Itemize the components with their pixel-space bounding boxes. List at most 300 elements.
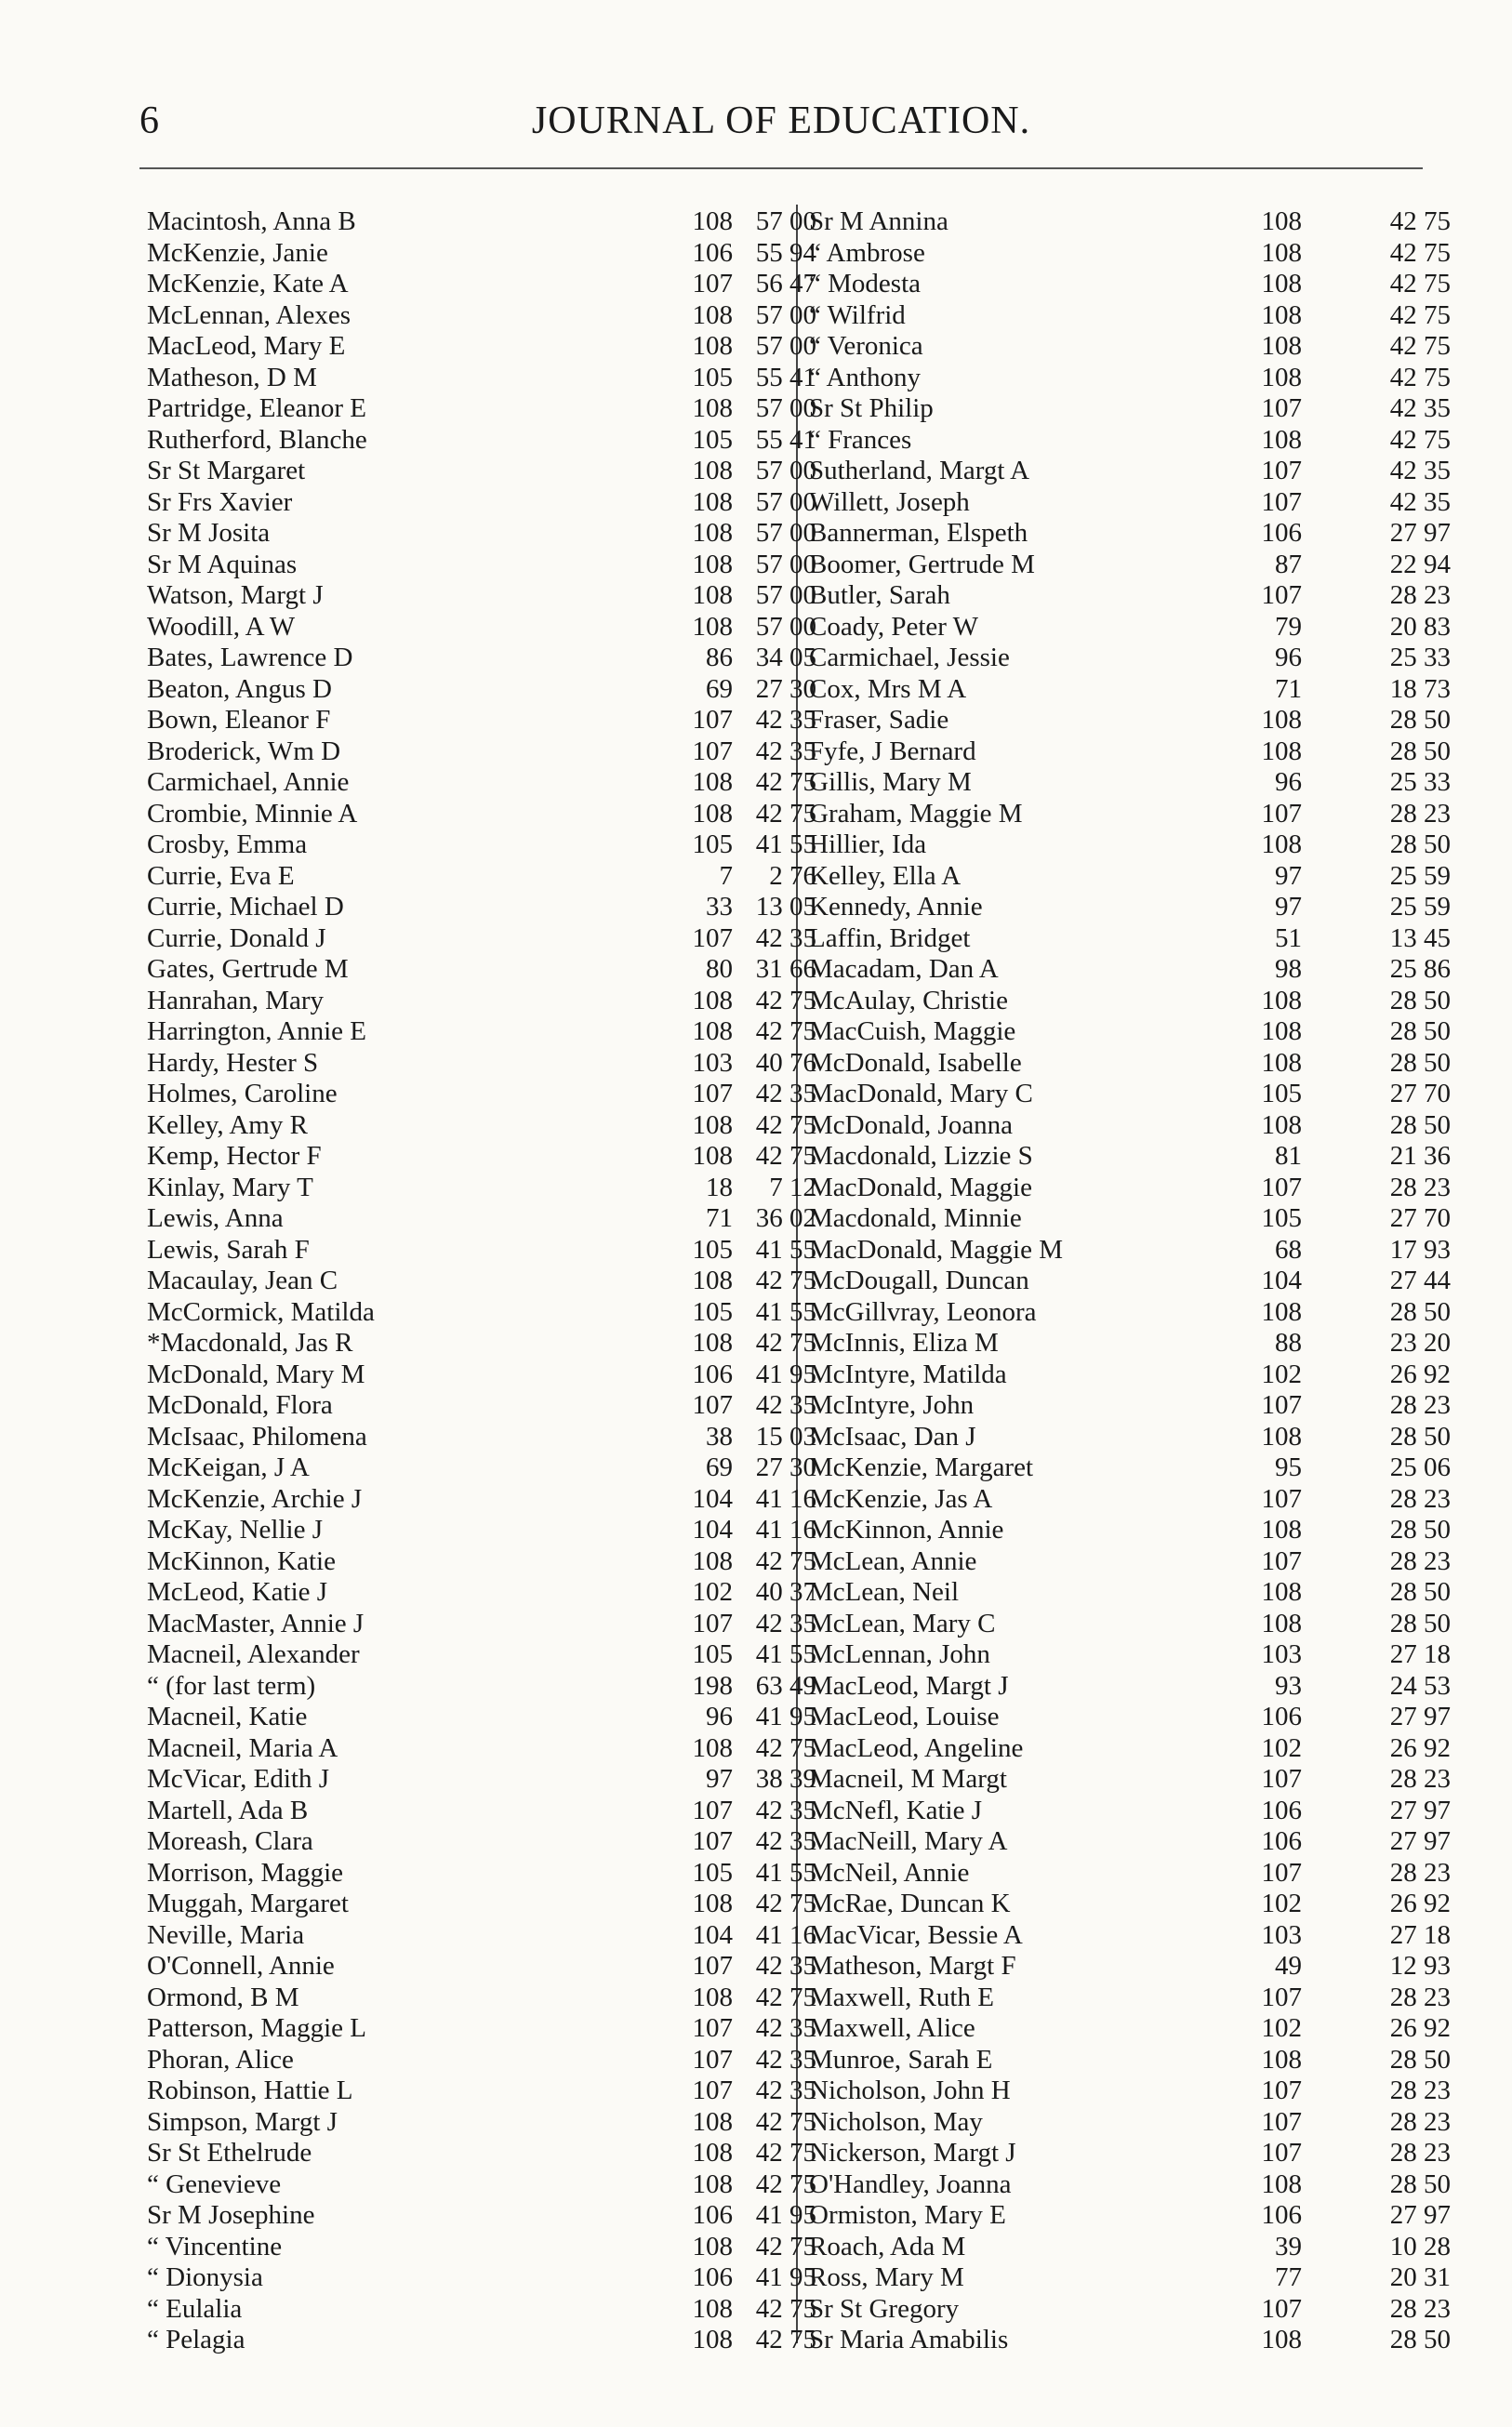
teacher-name: McKay, Nellie J bbox=[147, 1515, 323, 1545]
teacher-name: McGillvray, Leonora bbox=[809, 1296, 1037, 1327]
days-taught: 103 bbox=[1261, 1919, 1302, 1950]
teacher-name: Kelley, Amy R bbox=[147, 1109, 308, 1140]
table-row bbox=[147, 456, 816, 487]
days-taught: 95 bbox=[1275, 1452, 1302, 1482]
teacher-name: Nicholson, John H bbox=[809, 2076, 1011, 2105]
grant-amount: 25 33 bbox=[1389, 643, 1451, 672]
grant-amount: 42 75 bbox=[755, 2325, 816, 2354]
days-taught: 107 bbox=[1261, 1857, 1302, 1888]
teacher-name: Beaton, Angus D bbox=[147, 673, 332, 704]
days-taught: 38 bbox=[706, 1421, 733, 1452]
days-taught: 107 bbox=[692, 1951, 733, 1981]
teacher-name: “ Dionysia bbox=[147, 2262, 263, 2292]
days-taught: 108 bbox=[692, 580, 733, 610]
teacher-name: *Macdonald, Jas R bbox=[147, 1328, 353, 1358]
teacher-name: Munroe, Sarah E bbox=[809, 2044, 993, 2075]
grant-amount: 57 00 bbox=[755, 518, 816, 548]
table-row bbox=[809, 1359, 1460, 1391]
grant-amount: 42 75 bbox=[755, 2168, 816, 2199]
teacher-name: Sr Frs Xavier bbox=[147, 486, 293, 517]
table-row bbox=[147, 954, 816, 986]
days-taught: 198 bbox=[692, 1670, 733, 1701]
table-row bbox=[809, 986, 1460, 1017]
days-taught: 108 bbox=[1261, 1515, 1302, 1545]
grant-amount: 20 83 bbox=[1389, 611, 1451, 642]
days-taught: 107 bbox=[692, 1826, 733, 1856]
grant-amount: 28 23 bbox=[1389, 2076, 1451, 2105]
table-row bbox=[147, 643, 816, 674]
grant-amount: 28 50 bbox=[1389, 985, 1451, 1015]
days-taught: 87 bbox=[1275, 549, 1302, 579]
table-row bbox=[147, 1328, 816, 1359]
grant-amount: 28 50 bbox=[1389, 1109, 1451, 1140]
teacher-name: McIntyre, Matilda bbox=[809, 1359, 1007, 1389]
table-row bbox=[809, 1079, 1460, 1110]
teacher-name: “ Eulalia bbox=[147, 2293, 243, 2324]
grant-amount: 28 50 bbox=[1389, 1577, 1451, 1607]
grant-amount: 42 75 bbox=[755, 767, 816, 797]
days-taught: 108 bbox=[1261, 736, 1302, 766]
grant-amount: 28 23 bbox=[1389, 2106, 1451, 2137]
table-row bbox=[147, 362, 816, 394]
days-taught: 104 bbox=[692, 1483, 733, 1514]
grant-amount: 2 76 bbox=[769, 860, 816, 891]
teacher-name: Morrison, Maggie bbox=[147, 1857, 344, 1888]
teacher-name: MacVicar, Bessie A bbox=[809, 1919, 1023, 1950]
grant-amount: 42 75 bbox=[755, 2138, 816, 2168]
table-row bbox=[809, 799, 1460, 830]
grant-amount: 42 75 bbox=[755, 2106, 816, 2137]
table-row bbox=[147, 2106, 816, 2139]
grant-amount: 13 05 bbox=[755, 892, 816, 922]
grant-amount: 26 92 bbox=[1389, 1732, 1451, 1763]
teacher-name: Sr M Annina bbox=[809, 206, 948, 236]
days-taught: 107 bbox=[1261, 798, 1302, 829]
teacher-name: Gates, Gertrude M bbox=[147, 954, 349, 984]
teacher-name: Watson, Margt J bbox=[147, 580, 324, 610]
grant-amount: 25 59 bbox=[1389, 892, 1451, 922]
grant-amount: 27 18 bbox=[1389, 1919, 1451, 1950]
table-row bbox=[147, 1016, 816, 1048]
table-row bbox=[809, 1048, 1460, 1080]
teacher-name: McKinnon, Katie bbox=[147, 1545, 336, 1576]
table-row bbox=[147, 1951, 816, 1983]
table-row bbox=[809, 518, 1460, 550]
table-row bbox=[147, 518, 816, 550]
teacher-name: McLean, Mary C bbox=[809, 1608, 996, 1638]
grant-amount: 28 23 bbox=[1389, 798, 1451, 829]
teacher-name: McLeod, Katie J bbox=[147, 1577, 328, 1607]
table-row bbox=[809, 300, 1460, 332]
days-taught: 108 bbox=[692, 985, 733, 1015]
teacher-name: Cox, Mrs M A bbox=[809, 673, 967, 704]
days-taught: 108 bbox=[1261, 705, 1302, 735]
days-taught: 107 bbox=[1261, 2293, 1302, 2324]
teacher-name: McDonald, Flora bbox=[147, 1390, 333, 1420]
grant-amount: 57 00 bbox=[755, 299, 816, 330]
table-row bbox=[809, 2325, 1460, 2356]
days-taught: 107 bbox=[692, 2076, 733, 2105]
table-row bbox=[809, 1889, 1460, 1920]
grant-amount: 41 55 bbox=[755, 1296, 816, 1327]
days-taught: 108 bbox=[692, 1141, 733, 1171]
days-taught: 105 bbox=[692, 829, 733, 859]
grant-amount: 57 00 bbox=[755, 206, 816, 236]
teacher-name: McCormick, Matilda bbox=[147, 1296, 375, 1327]
teacher-name: Currie, Michael D bbox=[147, 892, 344, 922]
days-taught: 39 bbox=[1275, 2231, 1302, 2261]
days-taught: 103 bbox=[692, 1047, 733, 1078]
table-row bbox=[809, 674, 1460, 706]
grant-amount: 28 50 bbox=[1389, 1515, 1451, 1545]
table-row bbox=[147, 1203, 816, 1235]
days-taught: 102 bbox=[1261, 2013, 1302, 2043]
days-taught: 104 bbox=[692, 1919, 733, 1950]
teacher-name: MacDonald, Maggie bbox=[809, 1172, 1032, 1202]
teacher-name: Crosby, Emma bbox=[147, 829, 308, 859]
teacher-name: Coady, Peter W bbox=[809, 611, 979, 642]
grant-amount: 27 97 bbox=[1389, 1826, 1451, 1856]
teacher-name: Harrington, Annie E bbox=[147, 1016, 366, 1046]
teacher-name: Fraser, Sadie bbox=[809, 705, 949, 735]
table-row bbox=[809, 487, 1460, 519]
days-taught: 108 bbox=[692, 1545, 733, 1576]
grant-amount: 27 70 bbox=[1389, 1203, 1451, 1233]
teacher-name: MacCuish, Maggie bbox=[809, 1016, 1016, 1046]
grant-amount: 55 41 bbox=[755, 424, 816, 455]
table-row bbox=[147, 1795, 816, 1827]
teacher-name: McIsaac, Dan J bbox=[809, 1421, 976, 1452]
teacher-name: Ormiston, Mary E bbox=[809, 2200, 1006, 2230]
grant-amount: 42 75 bbox=[755, 2293, 816, 2324]
days-taught: 96 bbox=[706, 1702, 733, 1731]
days-taught: 107 bbox=[1261, 2076, 1302, 2105]
table-row bbox=[147, 922, 816, 955]
teacher-name: Currie, Donald J bbox=[147, 922, 326, 953]
grant-amount: 41 16 bbox=[755, 1483, 816, 1514]
teacher-name: Graham, Maggie M bbox=[809, 798, 1023, 829]
days-taught: 106 bbox=[692, 2200, 733, 2230]
days-taught: 108 bbox=[1261, 269, 1302, 298]
days-taught: 106 bbox=[692, 1359, 733, 1389]
days-taught: 108 bbox=[692, 549, 733, 579]
grant-amount: 22 94 bbox=[1389, 549, 1451, 579]
table-row bbox=[147, 1639, 816, 1671]
teacher-name: Fyfe, J Bernard bbox=[809, 736, 976, 766]
grant-amount: 42 35 bbox=[1389, 456, 1451, 485]
grant-amount: 42 35 bbox=[755, 705, 816, 735]
grant-amount: 42 35 bbox=[1389, 486, 1451, 517]
teacher-name: Hardy, Hester S bbox=[147, 1047, 319, 1078]
grant-amount: 27 97 bbox=[1389, 2200, 1451, 2230]
table-row bbox=[809, 1203, 1460, 1235]
teacher-name: “ Genevieve bbox=[147, 2168, 282, 2199]
days-taught: 105 bbox=[692, 1857, 733, 1888]
grant-amount: 57 00 bbox=[755, 393, 816, 423]
days-taught: 86 bbox=[706, 643, 733, 672]
table-row bbox=[809, 2294, 1460, 2326]
days-taught: 102 bbox=[692, 1577, 733, 1607]
table-row bbox=[147, 1702, 816, 1733]
grant-amount: 42 35 bbox=[755, 1951, 816, 1981]
table-row bbox=[809, 1110, 1460, 1142]
teacher-name: Lewis, Sarah F bbox=[147, 1234, 310, 1265]
days-taught: 81 bbox=[1275, 1141, 1302, 1171]
days-taught: 108 bbox=[692, 2231, 733, 2261]
grant-amount: 57 00 bbox=[755, 331, 816, 361]
page-number: 6 bbox=[139, 99, 159, 142]
days-taught: 108 bbox=[1261, 985, 1302, 1015]
teacher-name: “ Anthony bbox=[809, 362, 922, 392]
grant-amount: 21 36 bbox=[1389, 1141, 1451, 1171]
table-row bbox=[809, 1639, 1460, 1671]
table-row bbox=[147, 736, 816, 768]
grant-amount: 42 75 bbox=[755, 798, 816, 829]
teacher-name: McDonald, Joanna bbox=[809, 1109, 1014, 1140]
table-row bbox=[147, 673, 816, 706]
table-row bbox=[809, 393, 1460, 425]
days-taught: 71 bbox=[1275, 673, 1302, 704]
days-taught: 104 bbox=[692, 1515, 733, 1545]
table-row bbox=[147, 393, 816, 425]
grant-amount: 42 75 bbox=[755, 1109, 816, 1140]
teacher-name: McKenzie, Margaret bbox=[809, 1452, 1034, 1482]
grant-amount: 42 75 bbox=[1389, 269, 1451, 298]
table-row bbox=[809, 1235, 1460, 1267]
days-taught: 108 bbox=[1261, 2325, 1302, 2354]
teacher-name: MacNeill, Mary A bbox=[809, 1826, 1008, 1856]
grant-amount: 27 97 bbox=[1389, 1702, 1451, 1731]
grant-amount: 40 76 bbox=[755, 1047, 816, 1078]
days-taught: 107 bbox=[692, 1608, 733, 1638]
teacher-name: Kelley, Ella A bbox=[809, 860, 962, 891]
days-taught: 108 bbox=[692, 2325, 733, 2354]
grant-amount: 41 95 bbox=[755, 2200, 816, 2230]
grant-amount: 24 53 bbox=[1389, 1670, 1451, 1701]
teacher-name: Sr M Josita bbox=[147, 518, 271, 548]
days-taught: 69 bbox=[706, 1452, 733, 1482]
grant-amount: 42 35 bbox=[755, 1795, 816, 1825]
days-taught: 106 bbox=[1261, 1826, 1302, 1856]
table-row bbox=[809, 1016, 1460, 1048]
grant-amount: 63 49 bbox=[755, 1670, 816, 1701]
teacher-name: Broderick, Wm D bbox=[147, 736, 341, 766]
table-row bbox=[809, 1546, 1460, 1578]
days-taught: 107 bbox=[1261, 456, 1302, 485]
table-row bbox=[147, 1732, 816, 1765]
teacher-name: Macintosh, Anna B bbox=[147, 206, 356, 236]
table-row bbox=[147, 1483, 816, 1516]
page-header bbox=[139, 93, 1423, 149]
grant-amount: 7 12 bbox=[769, 1172, 816, 1202]
days-taught: 108 bbox=[1261, 362, 1302, 392]
table-row bbox=[809, 1983, 1460, 2014]
table-row bbox=[147, 985, 816, 1017]
table-row bbox=[147, 2013, 816, 2045]
teacher-name: Hillier, Ida bbox=[809, 829, 927, 859]
grant-amount: 42 75 bbox=[755, 1732, 816, 1763]
grant-amount: 57 00 bbox=[755, 580, 816, 610]
grant-amount: 28 50 bbox=[1389, 1016, 1451, 1046]
days-taught: 102 bbox=[1261, 1359, 1302, 1389]
days-taught: 105 bbox=[692, 424, 733, 455]
days-taught: 33 bbox=[706, 892, 733, 922]
days-taught: 108 bbox=[1261, 1016, 1302, 1046]
days-taught: 108 bbox=[1261, 829, 1302, 859]
teacher-name: Nicholson, May bbox=[809, 2106, 983, 2137]
days-taught: 105 bbox=[692, 362, 733, 392]
table-row bbox=[809, 2262, 1460, 2294]
days-taught: 105 bbox=[692, 1639, 733, 1669]
teacher-name: MacLeod, Mary E bbox=[147, 331, 346, 361]
days-taught: 108 bbox=[692, 456, 733, 485]
table-row bbox=[809, 1764, 1460, 1796]
grant-amount: 42 75 bbox=[755, 1545, 816, 1576]
days-taught: 107 bbox=[692, 705, 733, 735]
grant-amount: 10 28 bbox=[1389, 2231, 1451, 2261]
teacher-name: Phoran, Alice bbox=[147, 2044, 294, 2075]
teacher-name: McLean, Neil bbox=[809, 1577, 960, 1607]
teacher-name: MacLeod, Louise bbox=[809, 1702, 1000, 1731]
table-row bbox=[809, 425, 1460, 457]
teacher-name: Ross, Mary M bbox=[809, 2262, 964, 2292]
teacher-name: Woodill, A W bbox=[147, 611, 296, 642]
table-row bbox=[809, 580, 1460, 612]
grant-amount: 57 00 bbox=[755, 456, 816, 485]
table-row bbox=[147, 206, 816, 238]
grant-amount: 28 50 bbox=[1389, 2044, 1451, 2075]
teacher-name: McIsaac, Philomena bbox=[147, 1421, 367, 1452]
table-row bbox=[147, 1359, 816, 1391]
teacher-name: Carmichael, Annie bbox=[147, 767, 350, 797]
table-row bbox=[809, 1671, 1460, 1703]
days-taught: 108 bbox=[692, 2138, 733, 2168]
teacher-name: Lewis, Anna bbox=[147, 1203, 284, 1233]
grant-amount: 42 75 bbox=[1389, 331, 1451, 361]
table-row bbox=[809, 1609, 1460, 1640]
table-row bbox=[809, 550, 1460, 581]
grant-amount: 42 75 bbox=[755, 1266, 816, 1295]
teacher-name: Sr St Philip bbox=[809, 393, 934, 423]
days-taught: 107 bbox=[692, 2013, 733, 2043]
grant-amount: 42 75 bbox=[755, 1982, 816, 2012]
table-row bbox=[147, 1266, 816, 1297]
days-taught: 97 bbox=[1275, 860, 1302, 891]
table-row bbox=[147, 1764, 816, 1796]
table-row bbox=[147, 1141, 816, 1173]
grant-amount: 17 93 bbox=[1389, 1234, 1451, 1265]
table-row bbox=[809, 705, 1460, 736]
table-row bbox=[809, 954, 1460, 986]
grant-amount: 13 45 bbox=[1389, 922, 1451, 953]
days-taught: 108 bbox=[1261, 237, 1302, 268]
teacher-name: Crombie, Minnie A bbox=[147, 798, 358, 829]
grant-amount: 41 95 bbox=[755, 1702, 816, 1731]
grant-amount: 42 35 bbox=[755, 2013, 816, 2043]
teacher-name: “ Vincentine bbox=[147, 2231, 283, 2261]
table-row bbox=[147, 829, 816, 861]
table-row bbox=[809, 206, 1460, 238]
days-taught: 107 bbox=[692, 269, 733, 298]
teacher-name: McIntyre, John bbox=[809, 1390, 975, 1420]
teacher-name: Roach, Ada M bbox=[809, 2231, 966, 2261]
table-row bbox=[809, 1702, 1460, 1733]
table-row bbox=[147, 1670, 816, 1703]
days-taught: 108 bbox=[1261, 299, 1302, 330]
table-row bbox=[147, 1982, 816, 2014]
days-taught: 18 bbox=[706, 1172, 733, 1202]
table-row bbox=[809, 1826, 1460, 1858]
days-taught: 96 bbox=[1275, 643, 1302, 672]
days-taught: 106 bbox=[692, 237, 733, 268]
grant-amount: 31 66 bbox=[755, 954, 816, 984]
table-row bbox=[147, 269, 816, 300]
teacher-name: MacMaster, Annie J bbox=[147, 1608, 365, 1638]
table-row bbox=[147, 2262, 816, 2294]
table-row bbox=[809, 892, 1460, 923]
table-row bbox=[809, 2138, 1460, 2169]
table-row bbox=[147, 1421, 816, 1453]
grant-amount: 42 35 bbox=[755, 1826, 816, 1856]
grant-amount: 26 92 bbox=[1389, 1889, 1451, 1918]
days-taught: 107 bbox=[692, 1390, 733, 1420]
table-row bbox=[809, 1484, 1460, 1516]
days-taught: 105 bbox=[692, 1234, 733, 1265]
teacher-name: Macdonald, Minnie bbox=[809, 1203, 1022, 1233]
grant-amount: 27 97 bbox=[1389, 1795, 1451, 1825]
teacher-name: Holmes, Caroline bbox=[147, 1079, 338, 1108]
days-taught: 108 bbox=[692, 2293, 733, 2324]
teacher-name: McDougall, Duncan bbox=[809, 1266, 1029, 1295]
grant-amount: 25 33 bbox=[1389, 767, 1451, 797]
grant-amount: 42 75 bbox=[755, 1328, 816, 1358]
days-taught: 68 bbox=[1275, 1234, 1302, 1265]
table-row bbox=[147, 237, 816, 270]
days-taught: 108 bbox=[1261, 1296, 1302, 1327]
days-taught: 107 bbox=[1261, 580, 1302, 610]
days-taught: 108 bbox=[1261, 1047, 1302, 1078]
teacher-name: Macneil, Alexander bbox=[147, 1639, 360, 1669]
table-row bbox=[147, 2293, 816, 2326]
days-taught: 108 bbox=[692, 393, 733, 423]
teacher-name: Simpson, Margt J bbox=[147, 2106, 338, 2137]
table-row bbox=[147, 705, 816, 736]
days-taught: 71 bbox=[706, 1203, 733, 1233]
grant-amount: 12 93 bbox=[1389, 1951, 1451, 1981]
table-row bbox=[809, 2045, 1460, 2076]
grant-amount: 38 39 bbox=[755, 1764, 816, 1794]
days-taught: 107 bbox=[1261, 2106, 1302, 2137]
table-row bbox=[147, 2231, 816, 2263]
table-row bbox=[809, 2200, 1460, 2232]
teacher-name: MacDonald, Maggie M bbox=[809, 1234, 1064, 1265]
grant-amount: 57 00 bbox=[755, 611, 816, 642]
grant-amount: 28 23 bbox=[1389, 1390, 1451, 1420]
grant-amount: 41 95 bbox=[755, 1359, 816, 1389]
grant-amount: 55 41 bbox=[755, 362, 816, 392]
table-row bbox=[809, 2169, 1460, 2201]
teacher-name: Sr St Gregory bbox=[809, 2293, 960, 2324]
days-taught: 102 bbox=[1261, 1889, 1302, 1918]
grant-amount: 27 18 bbox=[1389, 1639, 1451, 1669]
teacher-name: Butler, Sarah bbox=[809, 580, 950, 610]
teacher-name: Currie, Eva E bbox=[147, 860, 295, 891]
table-row bbox=[147, 1919, 816, 1952]
teacher-name: Macneil, M Margt bbox=[809, 1764, 1007, 1794]
table-row bbox=[147, 331, 816, 363]
days-taught: 108 bbox=[692, 206, 733, 236]
days-taught: 108 bbox=[692, 1328, 733, 1358]
